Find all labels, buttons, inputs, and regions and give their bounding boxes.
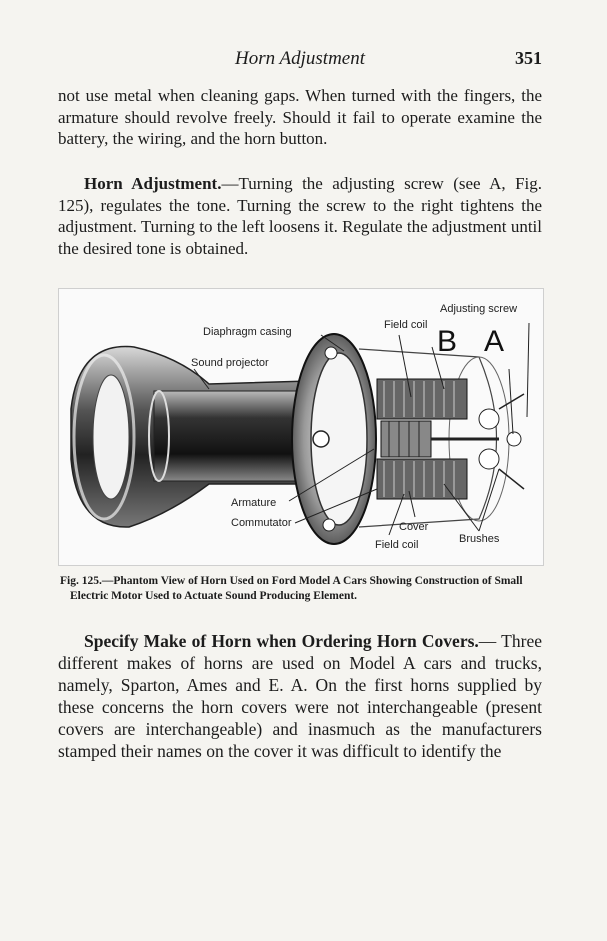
label-armature: Armature (231, 497, 277, 509)
label-field-coil-top: Field coil (384, 319, 428, 331)
label-brushes: Brushes (459, 533, 500, 545)
paragraph-continued (58, 85, 542, 150)
figure-caption: Fig. 125.—Phantom View of Horn Used on Ford Model A Cars Showing Construction of Small Electric Motor Used to Actuate Sound Producing Element. (60, 575, 523, 602)
label-adjusting-screw: Adjusting screw (440, 303, 518, 315)
motor-housing-shape (359, 349, 524, 527)
horn-illustration (59, 289, 543, 565)
page-header (58, 48, 542, 72)
section-heading: Horn Adjustment. (84, 174, 222, 193)
paragraph-text: not use metal when cleaning gaps. When turned with the fingers, the armature should revolve freely. Should it fail to operate examine the battery, the wiring, and the horn button. (58, 86, 542, 149)
paragraph-text: — Three different makes of horns are used on Model A cars and trucks, namely, Sparton, Ames and E. A. On the first horns supplied by these concerns the horn covers were not interchangeable (present covers are interchangeable) and inasmuch as the manufacturers stamped their names on the cover it was difficult to identify the (58, 631, 542, 761)
running-title: Horn Adjustment (234, 48, 365, 69)
label-diaphragm-casing: Diaphragm casing (203, 326, 292, 338)
label-sound-projector: Sound projector (191, 357, 269, 369)
page-number: 351 (515, 48, 542, 68)
sound-projector-shape (71, 347, 314, 528)
section-heading: Specify Make of Horn when Ordering Horn Covers. (84, 631, 479, 651)
figure-horn-phantom-view (58, 288, 544, 566)
label-cover: Cover (399, 521, 429, 533)
label-commutator: Commutator (231, 517, 292, 529)
label-letter-b: B (437, 325, 458, 358)
label-letter-a: A (484, 325, 505, 358)
diaphragm-casing-shape (292, 334, 376, 544)
paragraph-horn-covers (58, 630, 542, 762)
paragraph-horn-adjustment (58, 173, 542, 259)
label-field-coil-bottom: Field coil (375, 539, 419, 551)
paragraph-text: —Turning the adjusting screw (see A, Fig. 125), regulates the tone. Turning the screw to the right tightens the adjustment. Turning to the left loosens it. Regulate the adjustment until the desired tone is obtained. (58, 174, 542, 258)
